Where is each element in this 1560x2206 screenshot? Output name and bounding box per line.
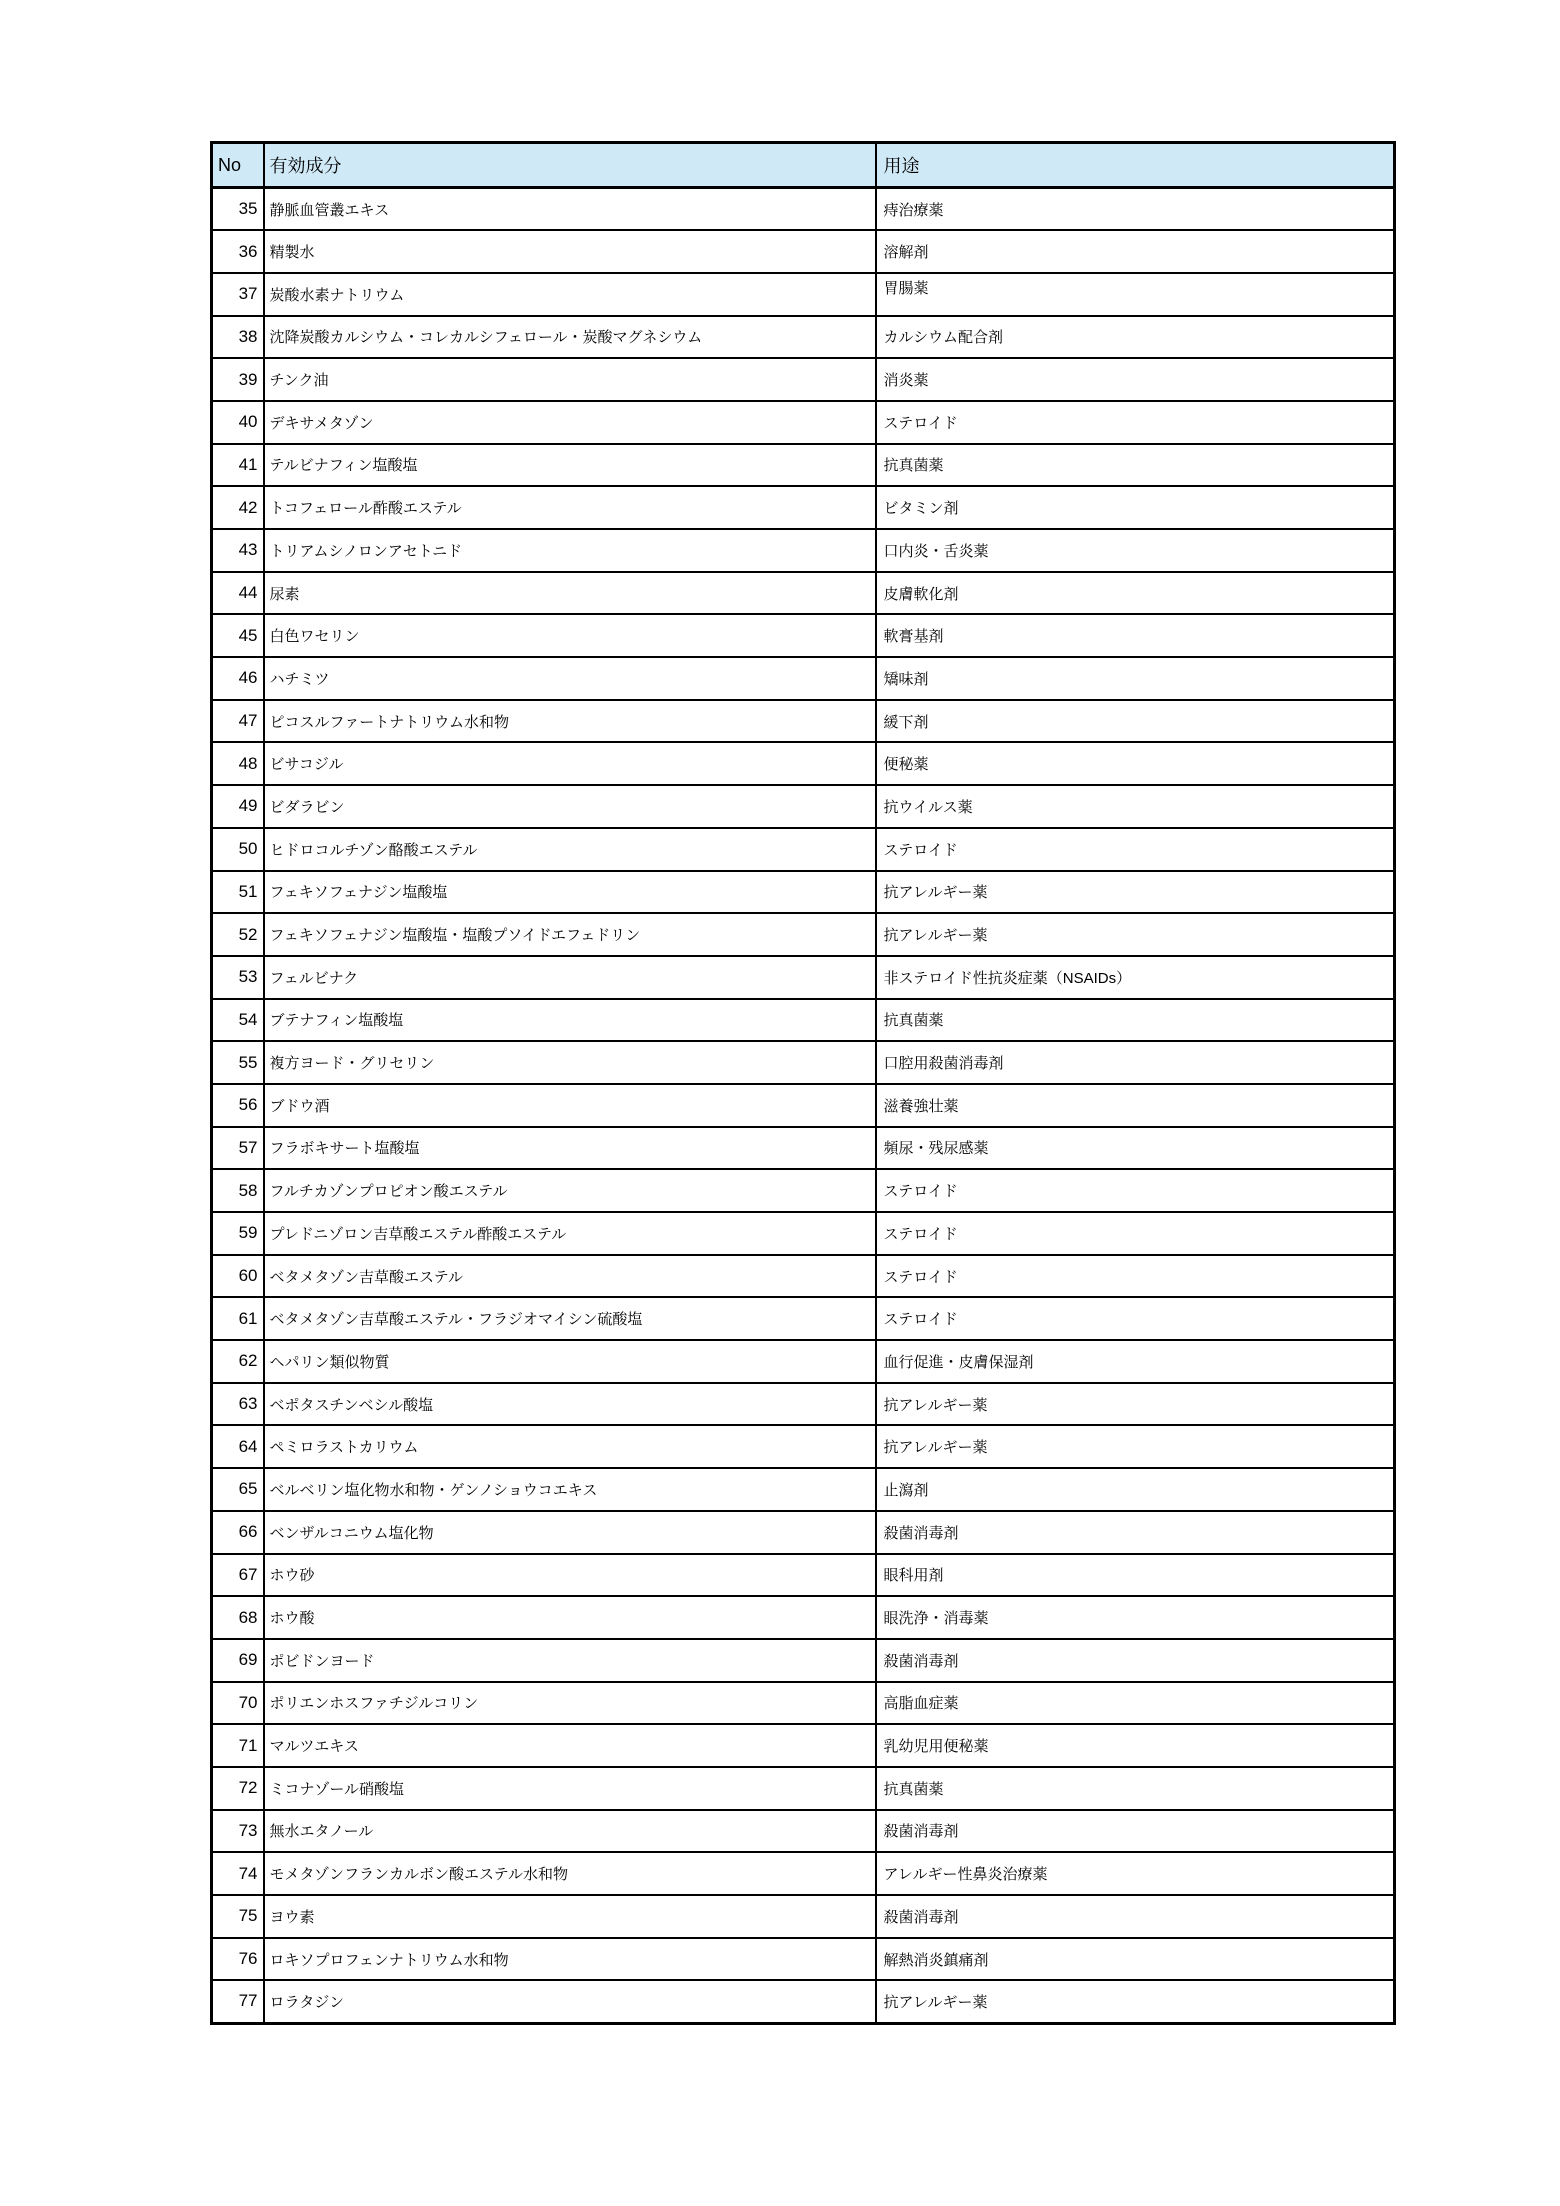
row-no: 54 bbox=[212, 999, 264, 1042]
table-row bbox=[212, 401, 1395, 444]
row-no: 61 bbox=[212, 1297, 264, 1340]
row-use: ステロイド bbox=[876, 1297, 1395, 1340]
table-row bbox=[212, 230, 1395, 273]
table-row bbox=[212, 572, 1395, 615]
row-ingredient: ベタメタゾン吉草酸エステル・フラジオマイシン硫酸塩 bbox=[264, 1297, 876, 1340]
row-no: 45 bbox=[212, 614, 264, 657]
row-ingredient: プレドニゾロン吉草酸エステル酢酸エステル bbox=[264, 1212, 876, 1255]
row-no: 65 bbox=[212, 1468, 264, 1511]
row-no: 76 bbox=[212, 1938, 264, 1981]
row-no: 35 bbox=[212, 188, 264, 231]
table-row bbox=[212, 1383, 1395, 1426]
table-row bbox=[212, 1938, 1395, 1981]
row-ingredient: ビダラビン bbox=[264, 785, 876, 828]
table-row bbox=[212, 1810, 1395, 1853]
row-ingredient: 沈降炭酸カルシウム・コレカルシフェロール・炭酸マグネシウム bbox=[264, 316, 876, 359]
table-row bbox=[212, 444, 1395, 487]
table-row bbox=[212, 1852, 1395, 1895]
table-row bbox=[212, 1554, 1395, 1597]
row-use: 止瀉剤 bbox=[876, 1468, 1395, 1511]
row-use: 解熱消炎鎮痛剤 bbox=[876, 1938, 1395, 1981]
table-row bbox=[212, 1767, 1395, 1810]
row-no: 71 bbox=[212, 1724, 264, 1767]
row-no: 74 bbox=[212, 1852, 264, 1895]
row-ingredient: ポビドンヨード bbox=[264, 1639, 876, 1682]
table-row bbox=[212, 1255, 1395, 1298]
row-use: 抗真菌薬 bbox=[876, 999, 1395, 1042]
row-use: 殺菌消毒剤 bbox=[876, 1810, 1395, 1853]
row-ingredient: フェルビナク bbox=[264, 956, 876, 999]
table-row bbox=[212, 1127, 1395, 1170]
row-no: 58 bbox=[212, 1169, 264, 1212]
row-no: 72 bbox=[212, 1767, 264, 1810]
row-ingredient: ポリエンホスファチジルコリン bbox=[264, 1682, 876, 1725]
row-use: 矯味剤 bbox=[876, 657, 1395, 700]
table-row bbox=[212, 1169, 1395, 1212]
table-row bbox=[212, 1468, 1395, 1511]
row-ingredient: チンク油 bbox=[264, 358, 876, 401]
row-ingredient: テルビナフィン塩酸塩 bbox=[264, 444, 876, 487]
table-row bbox=[212, 1596, 1395, 1639]
table-body bbox=[212, 188, 1395, 2024]
row-use: 抗真菌薬 bbox=[876, 1767, 1395, 1810]
row-ingredient: 精製水 bbox=[264, 230, 876, 273]
row-use: 殺菌消毒剤 bbox=[876, 1895, 1395, 1938]
row-use: ステロイド bbox=[876, 1255, 1395, 1298]
table-row bbox=[212, 188, 1395, 231]
row-ingredient: トリアムシノロンアセトニド bbox=[264, 529, 876, 572]
header-ingredient: 有効成分 bbox=[264, 143, 876, 188]
row-no: 63 bbox=[212, 1383, 264, 1426]
row-use: 胃腸薬 bbox=[876, 273, 1395, 316]
table-row bbox=[212, 1212, 1395, 1255]
row-ingredient: ベポタスチンベシル酸塩 bbox=[264, 1383, 876, 1426]
row-ingredient: 白色ワセリン bbox=[264, 614, 876, 657]
row-use: 眼洗浄・消毒薬 bbox=[876, 1596, 1395, 1639]
row-no: 62 bbox=[212, 1340, 264, 1383]
row-ingredient: ピコスルファートナトリウム水和物 bbox=[264, 700, 876, 743]
table-row bbox=[212, 486, 1395, 529]
table-header-row bbox=[212, 143, 1395, 188]
table-row bbox=[212, 316, 1395, 359]
row-no: 53 bbox=[212, 956, 264, 999]
table-row bbox=[212, 1895, 1395, 1938]
row-use: ビタミン剤 bbox=[876, 486, 1395, 529]
row-ingredient: ロラタジン bbox=[264, 1980, 876, 2023]
table-row bbox=[212, 1980, 1395, 2023]
ingredient-use-table bbox=[210, 141, 1396, 2025]
row-no: 56 bbox=[212, 1084, 264, 1127]
row-ingredient: ベタメタゾン吉草酸エステル bbox=[264, 1255, 876, 1298]
table-row bbox=[212, 871, 1395, 914]
row-ingredient: フラボキサート塩酸塩 bbox=[264, 1127, 876, 1170]
row-ingredient: ベルベリン塩化物水和物・ゲンノショウコエキス bbox=[264, 1468, 876, 1511]
row-ingredient: フェキソフェナジン塩酸塩 bbox=[264, 871, 876, 914]
row-no: 43 bbox=[212, 529, 264, 572]
row-use: ステロイド bbox=[876, 1212, 1395, 1255]
row-no: 47 bbox=[212, 700, 264, 743]
row-no: 40 bbox=[212, 401, 264, 444]
table-row bbox=[212, 1340, 1395, 1383]
row-ingredient: ホウ砂 bbox=[264, 1554, 876, 1597]
row-no: 55 bbox=[212, 1041, 264, 1084]
row-use: 抗アレルギー薬 bbox=[876, 1980, 1395, 2023]
row-use: 抗アレルギー薬 bbox=[876, 913, 1395, 956]
row-no: 49 bbox=[212, 785, 264, 828]
row-use: 乳幼児用便秘薬 bbox=[876, 1724, 1395, 1767]
row-no: 70 bbox=[212, 1682, 264, 1725]
row-ingredient: ペミロラストカリウム bbox=[264, 1425, 876, 1468]
row-no: 42 bbox=[212, 486, 264, 529]
table-row bbox=[212, 1297, 1395, 1340]
row-ingredient: モメタゾンフランカルボン酸エステル水和物 bbox=[264, 1852, 876, 1895]
row-use: 抗真菌薬 bbox=[876, 444, 1395, 487]
row-use: 痔治療薬 bbox=[876, 188, 1395, 231]
header-use: 用途 bbox=[876, 143, 1395, 188]
row-ingredient: ブドウ酒 bbox=[264, 1084, 876, 1127]
row-ingredient: ビサコジル bbox=[264, 742, 876, 785]
table-row bbox=[212, 1041, 1395, 1084]
row-ingredient: ヘパリン類似物質 bbox=[264, 1340, 876, 1383]
table-row bbox=[212, 1511, 1395, 1554]
row-ingredient: フルチカゾンプロピオン酸エステル bbox=[264, 1169, 876, 1212]
row-no: 48 bbox=[212, 742, 264, 785]
row-ingredient: ヨウ素 bbox=[264, 1895, 876, 1938]
row-use: 高脂血症薬 bbox=[876, 1682, 1395, 1725]
row-no: 67 bbox=[212, 1554, 264, 1597]
row-use: 口内炎・舌炎薬 bbox=[876, 529, 1395, 572]
table-row bbox=[212, 956, 1395, 999]
row-use: 緩下剤 bbox=[876, 700, 1395, 743]
row-ingredient: 尿素 bbox=[264, 572, 876, 615]
row-ingredient: 静脈血管叢エキス bbox=[264, 188, 876, 231]
row-use: ステロイド bbox=[876, 401, 1395, 444]
row-use: 溶解剤 bbox=[876, 230, 1395, 273]
table-row bbox=[212, 913, 1395, 956]
row-use: 抗アレルギー薬 bbox=[876, 1383, 1395, 1426]
row-ingredient: マルツエキス bbox=[264, 1724, 876, 1767]
row-use: 消炎薬 bbox=[876, 358, 1395, 401]
row-use: 頻尿・残尿感薬 bbox=[876, 1127, 1395, 1170]
row-no: 60 bbox=[212, 1255, 264, 1298]
row-use: 抗ウイルス薬 bbox=[876, 785, 1395, 828]
row-ingredient: デキサメタゾン bbox=[264, 401, 876, 444]
table-row bbox=[212, 657, 1395, 700]
row-use: 殺菌消毒剤 bbox=[876, 1511, 1395, 1554]
row-use: 血行促進・皮膚保湿剤 bbox=[876, 1340, 1395, 1383]
row-ingredient: ホウ酸 bbox=[264, 1596, 876, 1639]
header-no: No bbox=[212, 143, 264, 188]
row-no: 44 bbox=[212, 572, 264, 615]
row-no: 77 bbox=[212, 1980, 264, 2023]
table-row bbox=[212, 614, 1395, 657]
row-use: ステロイド bbox=[876, 828, 1395, 871]
row-ingredient: トコフェロール酢酸エステル bbox=[264, 486, 876, 529]
table-row bbox=[212, 1084, 1395, 1127]
row-no: 52 bbox=[212, 913, 264, 956]
table-row bbox=[212, 1724, 1395, 1767]
row-use: 非ステロイド性抗炎症薬（NSAIDs） bbox=[876, 956, 1395, 999]
row-no: 57 bbox=[212, 1127, 264, 1170]
row-use: アレルギー性鼻炎治療薬 bbox=[876, 1852, 1395, 1895]
row-ingredient: 無水エタノール bbox=[264, 1810, 876, 1853]
table-row bbox=[212, 700, 1395, 743]
row-no: 73 bbox=[212, 1810, 264, 1853]
table-row bbox=[212, 529, 1395, 572]
row-no: 59 bbox=[212, 1212, 264, 1255]
row-use: 口腔用殺菌消毒剤 bbox=[876, 1041, 1395, 1084]
row-ingredient: ハチミツ bbox=[264, 657, 876, 700]
table-row bbox=[212, 1425, 1395, 1468]
row-no: 50 bbox=[212, 828, 264, 871]
row-no: 66 bbox=[212, 1511, 264, 1554]
table-row bbox=[212, 828, 1395, 871]
row-use: カルシウム配合剤 bbox=[876, 316, 1395, 359]
row-use: 殺菌消毒剤 bbox=[876, 1639, 1395, 1682]
row-no: 51 bbox=[212, 871, 264, 914]
row-ingredient: ヒドロコルチゾン酪酸エステル bbox=[264, 828, 876, 871]
row-no: 41 bbox=[212, 444, 264, 487]
row-use: ステロイド bbox=[876, 1169, 1395, 1212]
row-no: 69 bbox=[212, 1639, 264, 1682]
row-ingredient: ロキソプロフェンナトリウム水和物 bbox=[264, 1938, 876, 1981]
row-ingredient: フェキソフェナジン塩酸塩・塩酸プソイドエフェドリン bbox=[264, 913, 876, 956]
table-row bbox=[212, 742, 1395, 785]
table-row bbox=[212, 785, 1395, 828]
row-use: 眼科用剤 bbox=[876, 1554, 1395, 1597]
row-ingredient: 炭酸水素ナトリウム bbox=[264, 273, 876, 316]
row-ingredient: ブテナフィン塩酸塩 bbox=[264, 999, 876, 1042]
row-no: 36 bbox=[212, 230, 264, 273]
table-row bbox=[212, 273, 1395, 316]
table-row bbox=[212, 358, 1395, 401]
row-use: 皮膚軟化剤 bbox=[876, 572, 1395, 615]
row-no: 37 bbox=[212, 273, 264, 316]
table-row bbox=[212, 1682, 1395, 1725]
row-ingredient: ベンザルコニウム塩化物 bbox=[264, 1511, 876, 1554]
row-no: 46 bbox=[212, 657, 264, 700]
table-row bbox=[212, 1639, 1395, 1682]
row-no: 75 bbox=[212, 1895, 264, 1938]
row-no: 68 bbox=[212, 1596, 264, 1639]
row-use: 軟膏基剤 bbox=[876, 614, 1395, 657]
row-ingredient: ミコナゾール硝酸塩 bbox=[264, 1767, 876, 1810]
row-no: 64 bbox=[212, 1425, 264, 1468]
row-use: 抗アレルギー薬 bbox=[876, 1425, 1395, 1468]
row-use: 滋養強壮薬 bbox=[876, 1084, 1395, 1127]
table-row bbox=[212, 999, 1395, 1042]
row-no: 39 bbox=[212, 358, 264, 401]
row-use: 便秘薬 bbox=[876, 742, 1395, 785]
row-ingredient: 複方ヨード・グリセリン bbox=[264, 1041, 876, 1084]
row-use: 抗アレルギー薬 bbox=[876, 871, 1395, 914]
row-no: 38 bbox=[212, 316, 264, 359]
